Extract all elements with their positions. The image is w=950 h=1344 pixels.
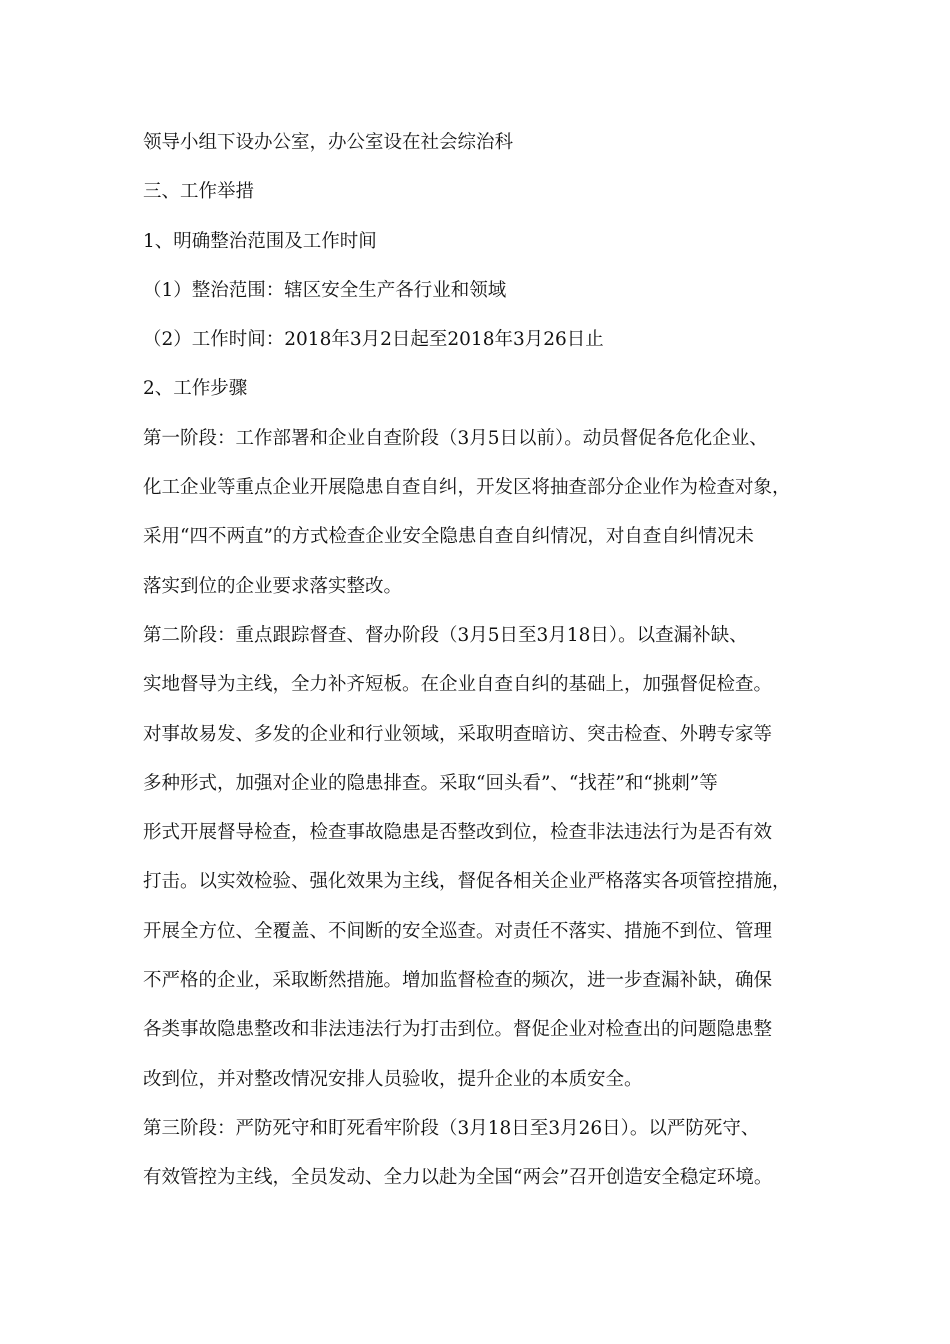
section-heading: 三、工作举措 <box>143 181 255 203</box>
text-line: 第二阶段：重点跟踪督查、督办阶段（3月5日至3月18日）。以查漏补缺、 <box>143 624 748 646</box>
text-line: 第三阶段：严防死守和盯死看牢阶段（3月18日至3月26日）。以严防死守、 <box>143 1117 760 1139</box>
text-line: 第一阶段：工作部署和企业自查阶段（3月5日以前）。动员督促各危化企业、 <box>143 427 768 449</box>
subsection-heading: 2、工作步骤 <box>143 378 248 400</box>
text-line: 落实到位的企业要求落实整改。 <box>143 575 403 597</box>
text-line: 化工企业等重点企业开展隐患自查自纠，开发区将抽查部分企业作为检查对象， <box>143 477 791 499</box>
document-body <box>143 118 833 1203</box>
text-line: 对事故易发、多发的企业和行业领域，采取明查暗访、突击检查、外聘专家等 <box>143 723 773 745</box>
text-line: 采用“四不两直”的方式检查企业安全隐患自查自纠情况，对自查自纠情况未 <box>143 526 754 548</box>
text-line: 形式开展督导检查，检查事故隐患是否整改到位，检查非法违法行为是否有效 <box>143 822 773 844</box>
text-line: 开展全方位、全覆盖、不间断的安全巡查。对责任不落实、措施不到位、管理 <box>143 920 773 942</box>
text-line: 改到位，并对整改情况安排人员验收，提升企业的本质安全。 <box>143 1068 643 1090</box>
text-line: （1）整治范围：辖区安全生产各行业和领域 <box>143 279 507 301</box>
text-line: 实地督导为主线，全力补齐短板。在企业自查自纠的基础上，加强督促检查。 <box>143 674 773 696</box>
text-line: 有效管控为主线，全员发动、全力以赴为全国“两会”召开创造安全稳定环境。 <box>143 1167 773 1189</box>
text-line: （2）工作时间：2018年3月2日起至2018年3月26日止 <box>143 329 604 351</box>
text-line: 打击。以实效检验、强化效果为主线，督促各相关企业严格落实各项管控措施， <box>143 871 791 893</box>
text-line: 各类事故隐患整改和非法违法行为打击到位。督促企业对检查出的问题隐患整 <box>143 1019 773 1041</box>
text-line: 领导小组下设办公室，办公室设在社会综治科 <box>143 132 514 153</box>
text-line: 多种形式，加强对企业的隐患排查。采取“回头看”、“找茬”和“挑刺”等 <box>143 772 718 794</box>
text-line: 不严格的企业，采取断然措施。增加监督检查的频次，进一步查漏补缺，确保 <box>143 970 773 992</box>
subsection-heading: 1、明确整治范围及工作时间 <box>143 230 377 252</box>
